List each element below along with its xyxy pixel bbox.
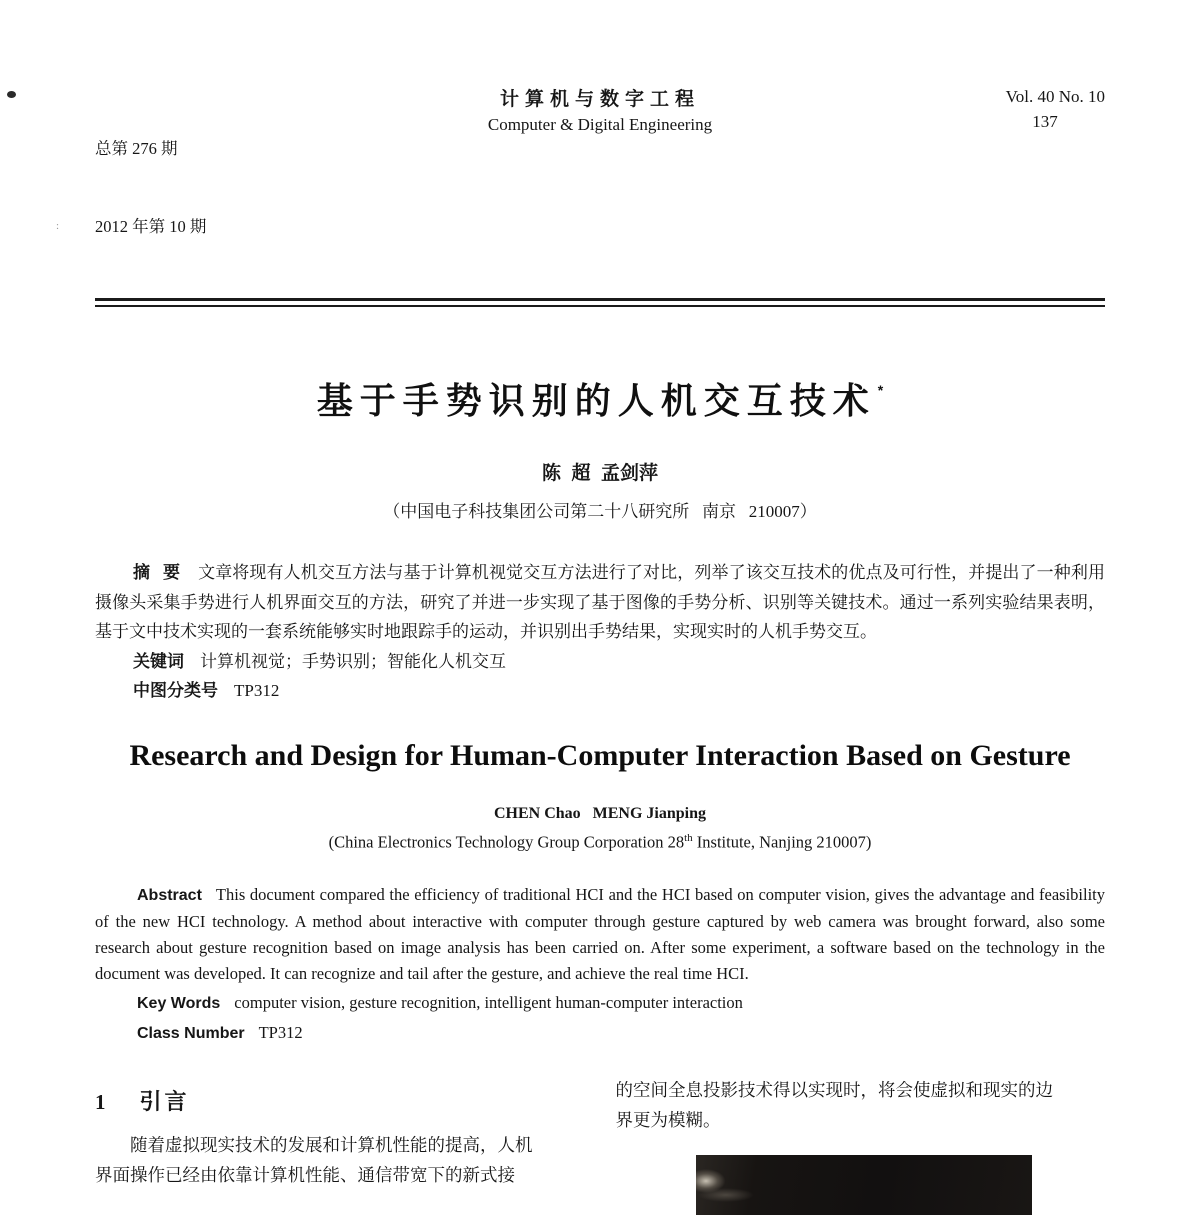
affiliation-en-pre: (China Electronics Technology Group Corporation 28	[328, 832, 685, 851]
keywords-en-row	[95, 989, 1105, 1017]
keywords-cn-row	[95, 647, 1105, 676]
title-footnote-mark: *	[877, 382, 884, 398]
scanned-paper-page	[0, 84, 1200, 1185]
keywords-en-text: computer vision, gesture recognition, intelligent human-computer interaction	[234, 993, 743, 1012]
page-number: 137	[1032, 112, 1058, 131]
scan-artifact-dot	[7, 91, 16, 98]
abstract-en-text: This document compared the efficiency of traditional HCI and the HCI based on computer vision, gives the advantage and feasibility of the new HCI technology. A method about interactive with computer through gesture captured by web camera was brought forward, also some research about gesture recognition based on image analysis has been carried on. After some experiment, a software based on the technology in the document was developed. It can recognize and tail after the gesture, and achieve the real time HCI.	[95, 885, 1105, 983]
issue-total: 总第 276 期	[95, 139, 178, 158]
right-line-1: 的空间全息投影技术得以实现时，将会使虚拟和现实的边	[615, 1080, 1053, 1100]
volume-info	[808, 84, 1105, 134]
intro-line-1: 随着虚拟现实技术的发展和计算机性能的提高，人机	[130, 1135, 533, 1155]
abstract-cn	[95, 558, 1105, 647]
article-title-cn-text: 基于手势识别的人机交互技术	[316, 380, 876, 421]
article-title-en: Research and Design for Human-Computer Interaction Based on Gesture	[129, 738, 1071, 772]
issue-year: 2012 年第 10 期	[95, 217, 207, 236]
journal-title-cn: 计算机与数字工程	[499, 89, 700, 110]
two-column-body	[95, 1073, 1105, 1215]
class-number-row	[95, 1019, 1105, 1047]
class-number-value: TP312	[258, 1023, 303, 1042]
section-1-title: 引言	[139, 1089, 190, 1114]
scan-artifact-margin: :	[56, 220, 60, 232]
keywords-cn-text: 计算机视觉；手势识别；智能化人机交互	[200, 651, 506, 671]
left-column	[95, 1073, 600, 1215]
affiliation-en	[0, 832, 1200, 853]
affiliation-cn: （中国电子科技集团公司第二十八研究所 南京 210007）	[383, 502, 817, 521]
right-line-2: 界更为模糊。	[615, 1110, 721, 1130]
journal-title-en: Computer & Digital Engineering	[487, 115, 713, 134]
section-1-heading	[95, 1085, 600, 1116]
volume-number: Vol. 40 No. 10	[1005, 87, 1105, 106]
abstract-cn-text: 文章将现有人机交互方法与基于计算机视觉交互方法进行了对比，列举了该交互技术的优点及可行性，并提出了一种利用摄像头采集手势进行人机界面交互的方法，研究了并进一步实现了基于图像的手势分析、识别等关键技术。通过一系列实验结果表明，基于文中技术实现的一套系统能够实时地跟踪手的运动，并识别出手势结果，实现实时的人机手势交互。	[95, 563, 1105, 641]
journal-masthead	[95, 84, 1105, 292]
figure-photo-clipped	[696, 1155, 1032, 1215]
journal-title-block	[392, 84, 808, 135]
authors-cn: 陈 超 孟剑萍	[541, 463, 659, 484]
right-column	[616, 1073, 1106, 1215]
affiliation-en-post: Institute, Nanjing 210007)	[692, 832, 872, 851]
class-number-label: Class Number	[137, 1025, 245, 1042]
header-rule	[95, 298, 1105, 307]
abstract-en	[95, 882, 1105, 987]
section-1-number: 1	[95, 1090, 106, 1114]
keywords-cn-label: 关键词	[133, 651, 184, 671]
abstract-cn-label: 摘 要	[133, 563, 185, 582]
abstract-en-label: Abstract	[137, 887, 202, 904]
clc-label: 中图分类号	[133, 680, 218, 700]
issue-info	[95, 84, 392, 292]
authors-en: CHEN Chao MENG Jianping	[493, 804, 707, 822]
article-title-cn	[0, 373, 1200, 424]
clc-value: TP312	[234, 680, 280, 700]
affiliation-en-ordinal: th	[684, 831, 693, 844]
keywords-en-label: Key Words	[137, 995, 221, 1012]
clc-row	[95, 676, 1105, 705]
intro-paragraph	[95, 1130, 600, 1190]
right-paragraph	[616, 1075, 1106, 1135]
intro-line-2-clipped: 界面操作已经由依靠计算机性能、通信带宽下的新式接	[95, 1165, 515, 1185]
